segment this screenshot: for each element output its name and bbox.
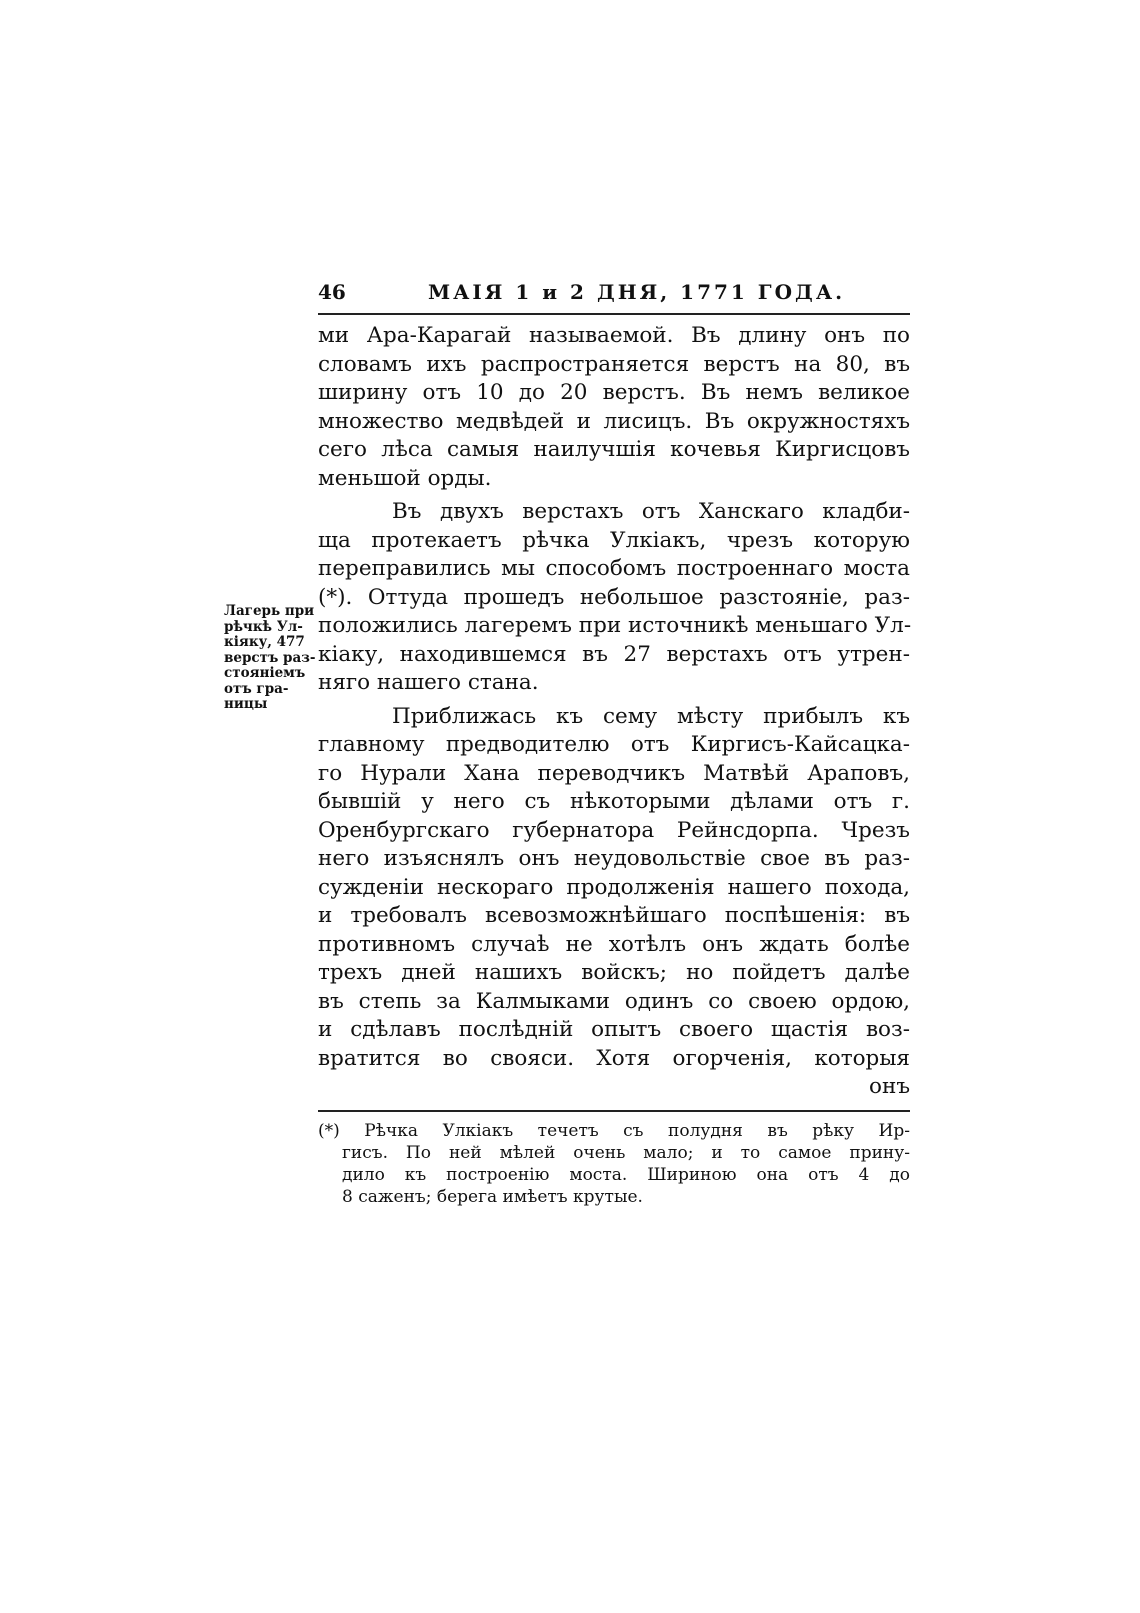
page-header xyxy=(318,280,910,310)
margin-note-line: верстъ раз- xyxy=(224,649,316,666)
text-line: и сдѣлавъ послѣдній опытъ своего щастія воз- xyxy=(318,1017,910,1042)
text-line: сего лѣса самыя наилучшія кочевья Киргисцовъ xyxy=(318,437,910,462)
text-line: ширину отъ 10 до 20 верстъ. Въ немъ великое xyxy=(318,380,910,405)
footnote-line: 8 саженъ; берега имѣетъ крутые. xyxy=(342,1187,643,1207)
running-head: МАІЯ 1 и 2 ДНЯ, 1771 ГОДА. xyxy=(428,280,846,304)
text-line: переправились мы способомъ построеннаго моста xyxy=(318,556,910,581)
text-line: положились лагеремъ при источникѣ меньшаго Ул- xyxy=(318,613,912,638)
footnote-rule xyxy=(318,1110,910,1112)
margin-note xyxy=(224,604,316,713)
footnote-line: гисъ. По ней мѣлей очень мало; и то самое прину- xyxy=(342,1143,910,1163)
header-rule xyxy=(318,313,910,315)
text-line: и требовалъ всевозможнѣйшаго поспѣшенія: въ xyxy=(318,903,910,928)
text-line: него изъяснялъ онъ неудовольствіе свое въ раз- xyxy=(318,846,910,871)
body-text xyxy=(318,322,910,1102)
text-line: словамъ ихъ распространяется верстъ на 80, въ xyxy=(318,351,910,377)
margin-note-line: кіяку, 477 xyxy=(224,634,305,650)
text-line: главному предводителю отъ Киргисъ-Кайсацка- xyxy=(318,732,910,757)
margin-note-line: стояніемъ xyxy=(224,665,306,681)
text-line: ми Ара-Карагай называемой. Въ длину онъ по xyxy=(318,323,910,348)
text-line: противномъ случаѣ не хотѣлъ онъ ждать болѣе xyxy=(318,931,910,957)
text-line: меньшой орды. xyxy=(318,465,492,491)
text-line: въ степь за Калмыками одинъ со своею ордою, xyxy=(318,988,910,1014)
text-line: сужденіи нескораго продолженія нашего похода, xyxy=(318,874,910,900)
text-line: трехъ дней нашихъ войскъ; но пойдетъ далѣе xyxy=(318,960,910,985)
catchword: онъ xyxy=(869,1074,910,1099)
margin-note-line: Лагерь при xyxy=(224,603,315,619)
text-line: множество медвѣдей и лисицъ. Въ окружностяхъ xyxy=(318,408,910,434)
margin-note-line: рѣчкѣ Ул- xyxy=(224,618,303,635)
footnote-line: (*) Рѣчка Улкіакъ течетъ съ полудня въ рѣку Ир- xyxy=(318,1121,910,1141)
margin-note-line: ницы xyxy=(224,696,268,712)
text-line: Оренбургскаго губернатора Рейнсдорпа. Чрезъ xyxy=(318,817,910,843)
text-line: го Нурали Хана переводчикъ Матвѣй Араповъ, xyxy=(318,760,910,786)
text-line: ща протекаетъ рѣчка Улкіакъ, чрезъ которую xyxy=(318,527,910,553)
page-number: 46 xyxy=(318,280,346,304)
footnote-line: дило къ построенію моста. Шириною она отъ 4 до xyxy=(342,1165,910,1185)
text-line: (*). Оттуда прошедъ небольшое разстояніе, раз- xyxy=(318,584,910,610)
text-line: бывшій у него съ нѣкоторыми дѣлами отъ г. xyxy=(318,789,910,814)
margin-note-line: отъ гра- xyxy=(224,680,289,697)
text-line: Въ двухъ верстахъ отъ Ханскаго кладби- xyxy=(392,499,910,524)
text-line: вратится во свояси. Хотя огорченія, которыя xyxy=(318,1045,910,1071)
text-line: няго нашего стана. xyxy=(318,670,539,695)
footnote xyxy=(318,1120,910,1208)
text-line: Приближась къ сему мѣсту прибылъ къ xyxy=(392,703,910,729)
text-line: кіаку, находившемся въ 27 верстахъ отъ утрен- xyxy=(318,641,910,667)
